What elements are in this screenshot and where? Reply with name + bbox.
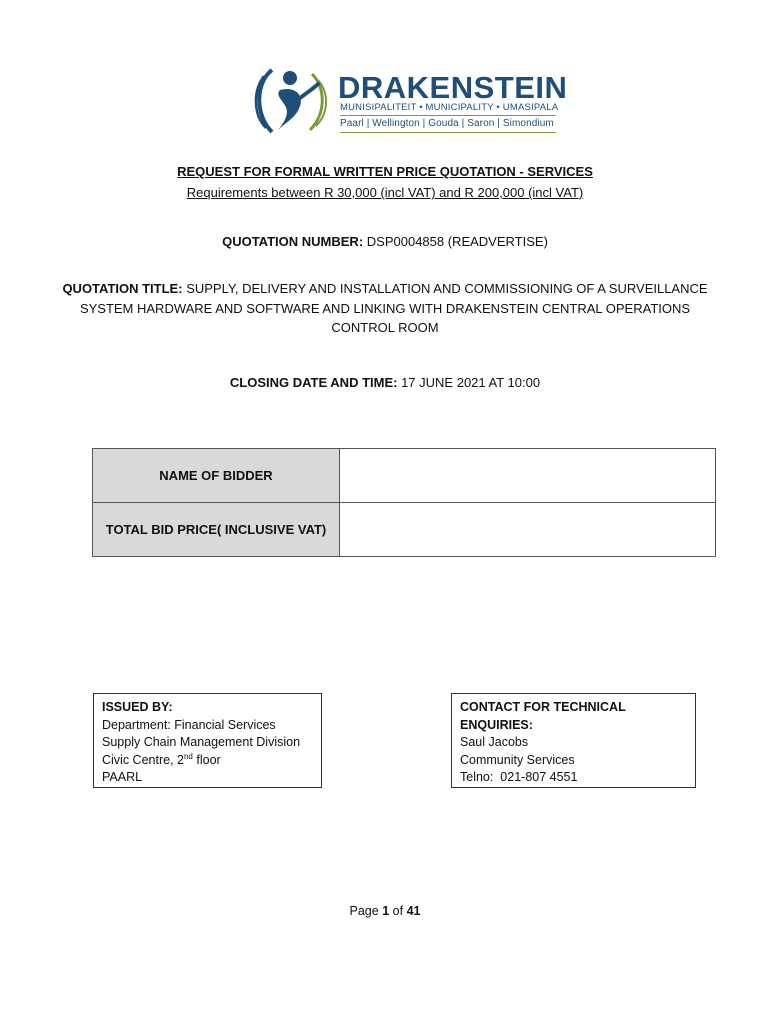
- page-number: [0, 904, 770, 918]
- bidder-name-field[interactable]: [340, 449, 716, 503]
- contact-name: Saul Jacobs: [460, 735, 529, 750]
- issued-by-box: [93, 693, 322, 788]
- logo-subtitle: MUNISIPALITEIT • MUNICIPALITY • UMASIPALA: [340, 102, 559, 113]
- closing-date-label: CLOSING DATE AND TIME:: [229, 375, 398, 390]
- page-current: 1: [382, 904, 390, 918]
- quotation-title-label: QUOTATION TITLE:: [62, 281, 183, 296]
- contact-phone: Telno: 021-807 4551: [460, 770, 578, 785]
- table-row: [93, 503, 716, 557]
- address-ordinal: nd: [183, 751, 193, 761]
- contact-department: Community Services: [460, 752, 575, 767]
- issued-by-address: [102, 752, 313, 770]
- closing-date-value: 17 JUNE 2021 AT 10:00: [401, 375, 541, 390]
- page-total: 41: [406, 904, 421, 918]
- address-text: Civic Centre, 2: [102, 752, 184, 767]
- quotation-number-label: QUOTATION NUMBER:: [222, 234, 364, 249]
- bid-price-field[interactable]: [340, 503, 716, 557]
- drakenstein-logo: [250, 62, 570, 138]
- logo-towns: Paarl | Wellington | Gouda | Saron | Simondium: [340, 118, 554, 129]
- quotation-title: [0, 279, 770, 338]
- technical-contact-box: [451, 693, 696, 788]
- logo-divider: [340, 115, 556, 116]
- logo-wordmark: DRAKENSTEIN: [338, 70, 568, 105]
- bidder-table: [92, 448, 716, 557]
- bidder-name-label: NAME OF BIDDER: [93, 449, 340, 503]
- quotation-number: [0, 234, 770, 249]
- logo-divider-bottom: [340, 132, 556, 133]
- closing-date: [0, 375, 770, 390]
- bid-price-label: TOTAL BID PRICE( INCLUSIVE VAT): [93, 503, 340, 557]
- issued-by-city: PAARL: [102, 770, 143, 785]
- table-row: [93, 449, 716, 503]
- issued-by-department: Department: Financial Services: [102, 717, 276, 732]
- requirements-line: Requirements between R 30,000 (incl VAT) and R 200,000 (incl VAT): [186, 185, 584, 200]
- page-of: of: [392, 904, 404, 918]
- drakenstein-emblem-icon: [250, 62, 332, 138]
- quotation-title-value: SUPPLY, DELIVERY AND INSTALLATION AND COMMISSIONING OF A SURVEILLANCE SYSTEM HARDWARE AND SOFTWARE AND LINKING WITH DRAKENSTEIN CENTRAL OPERATIONS CONTROL ROOM: [79, 281, 708, 335]
- quotation-number-value: DSP0004858 (READVERTISE): [366, 234, 548, 249]
- issued-by-division: Supply Chain Management Division: [102, 735, 301, 750]
- document-title: REQUEST FOR FORMAL WRITTEN PRICE QUOTATION - SERVICES: [177, 164, 593, 179]
- address-floor: floor: [192, 752, 221, 767]
- issued-by-heading: ISSUED BY:: [102, 700, 173, 714]
- page-word: Page: [349, 904, 379, 918]
- technical-contact-heading: CONTACT FOR TECHNICAL ENQUIRIES:: [460, 700, 626, 732]
